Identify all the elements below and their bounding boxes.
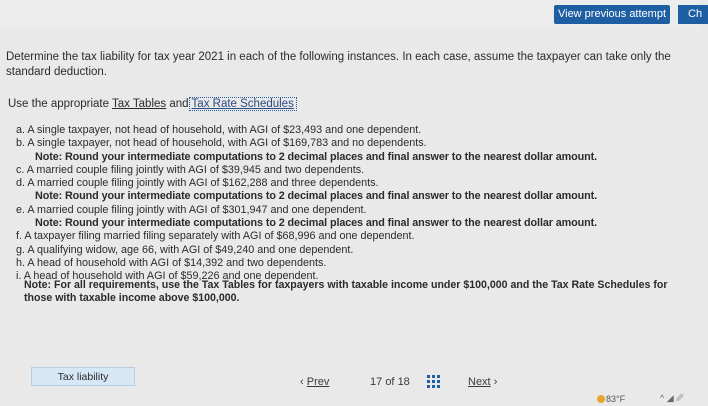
chevron-right-icon: ›: [493, 376, 498, 388]
list-item: f. A taxpayer filing married filing separately with AGI of $68,996 and one dependent.: [16, 230, 415, 243]
tax-tables-link[interactable]: Tax Tables: [112, 98, 167, 110]
tab-tax-liability[interactable]: Tax liability: [31, 367, 135, 386]
rounding-note: Note: Round your intermediate computations to 2 decimal places and final answer to the nearest dollar amount.: [35, 217, 598, 230]
prev-button[interactable]: [300, 376, 329, 388]
grid-icon[interactable]: [427, 375, 441, 389]
check-my-work-button[interactable]: Ch: [678, 5, 708, 24]
use-prefix: Use the appropriate: [8, 98, 110, 110]
reference-links: [8, 96, 297, 113]
rounding-note: Note: Round your intermediate computations to 2 decimal places and final answer to the nearest dollar amount.: [35, 150, 598, 163]
sun-icon: [597, 395, 605, 403]
view-previous-attempt-button[interactable]: View previous attempt: [554, 5, 670, 24]
list-item: g. A qualifying widow, age 66, with AGI of $49,240 and one dependent.: [16, 243, 354, 256]
list-item: d. A married couple filing jointly with AGI of $162,288 and three dependents.: [16, 177, 379, 190]
list-item: h. A head of household with AGI of $14,392 and two dependents.: [16, 256, 327, 269]
total-pages: 18: [397, 376, 410, 388]
list-item: c. A married couple filing jointly with AGI of $39,945 and two dependents.: [16, 163, 365, 176]
list-item: b. A single taxpayer, not head of household, with AGI of $169,783 and no dependents.: [16, 137, 427, 150]
current-page: 17: [370, 376, 383, 388]
chevron-left-icon: ‹: [300, 376, 304, 388]
question-intro: Determine the tax liability for tax year 2021 in each of the following instances. In each case, assume the taxpayer can take only the standard deduction.: [6, 51, 671, 78]
instances-list: [16, 124, 696, 284]
next-button[interactable]: [468, 376, 497, 388]
top-toolbar: [0, 0, 703, 28]
page-indicator: [370, 376, 410, 388]
of-text: of: [385, 376, 395, 388]
prev-label: Prev: [306, 376, 330, 388]
rounding-note: Note: Round your intermediate computations to 2 decimal places and final answer to the nearest dollar amount.: [35, 190, 598, 203]
and-text: and: [169, 98, 189, 110]
next-label: Next: [468, 376, 491, 388]
list-item: e. A married couple filing jointly with AGI of $301,947 and one dependent.: [16, 203, 367, 216]
system-tray[interactable]: ^ ◢ ␥: [660, 393, 684, 403]
weather-temperature: 83°F: [606, 394, 626, 404]
tax-rate-schedules-link[interactable]: Tax Rate Schedules: [189, 97, 297, 111]
list-item: i. A head of household with AGI of $59,226 and one dependent.: [16, 270, 319, 283]
list-item: a. A single taxpayer, not head of household, with AGI of $23,493 and one dependent.: [16, 124, 422, 136]
requirements-note: Note: For all requirements, use the Tax Tables for taxpayers with taxable income under $100,000 and the Tax Rate Schedules for those with taxable income above $100,000.: [24, 279, 668, 304]
